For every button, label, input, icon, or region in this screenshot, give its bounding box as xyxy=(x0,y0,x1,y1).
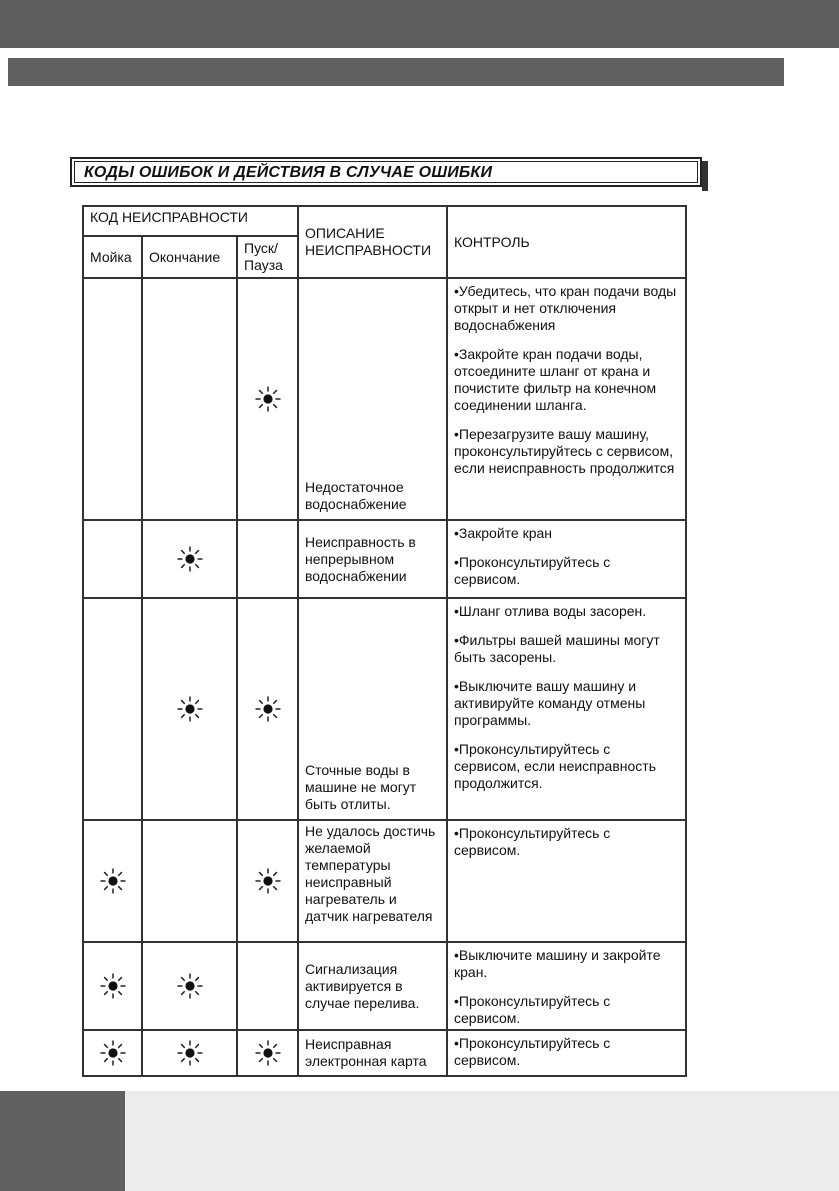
blinking-light-icon xyxy=(176,1039,204,1067)
fault-description: Недостаточное водоснабжение xyxy=(298,278,447,520)
blinking-light-icon xyxy=(176,695,204,723)
indicator-end xyxy=(142,942,237,1030)
header-code-group: КОД НЕИСПРАВНОСТИ xyxy=(83,206,298,236)
indicator-start xyxy=(237,598,298,820)
blinking-light-icon xyxy=(254,1039,282,1067)
blinking-light-icon xyxy=(99,1039,127,1067)
header-end: Окончание xyxy=(142,236,237,278)
control-item: •Шланг отлива воды засорен. xyxy=(454,603,647,619)
indicator-start xyxy=(237,942,298,1030)
control-item: •Проконсультируйтесь с сервисом. xyxy=(454,993,611,1026)
blinking-light-icon xyxy=(254,867,282,895)
indicator-end xyxy=(142,820,237,942)
indicator-wash xyxy=(83,820,142,942)
header-description: ОПИСАНИЕ НЕИСПРАВНОСТИ xyxy=(298,206,447,278)
control-item: •Выключите вашу машину и активируйте команду отмены программы. xyxy=(454,678,646,728)
control-actions xyxy=(447,820,686,942)
fault-description: Сточные воды в машине не могут быть отлиты. xyxy=(298,598,447,820)
section-title: КОДЫ ОШИБОК И ДЕЙСТВИЯ В СЛУЧАЕ ОШИБКИ xyxy=(84,164,493,181)
control-item: •Фильтры вашей машины могут быть засорены. xyxy=(454,632,660,665)
control-actions xyxy=(447,942,686,1030)
indicator-start xyxy=(237,520,298,598)
control-item: •Проконсультируйтесь с сервисом. xyxy=(454,554,611,587)
control-item: •Перезагрузите вашу машину, проконсультируйтесь с сервисом, если неисправность продолжится xyxy=(454,426,675,476)
blinking-light-icon xyxy=(99,867,127,895)
footer-bar xyxy=(125,1091,839,1191)
indicator-wash xyxy=(83,278,142,520)
indicator-end xyxy=(142,278,237,520)
control-item: •Проконсультируйтесь с сервисом. xyxy=(454,825,611,858)
indicator-end xyxy=(142,520,237,598)
blinking-light-icon xyxy=(254,695,282,723)
indicator-end xyxy=(142,598,237,820)
control-actions xyxy=(447,278,686,520)
blinking-light-icon xyxy=(176,545,204,573)
footer-page-tab xyxy=(0,1091,125,1191)
control-item: •Проконсультируйтесь с сервисом, если неисправность продолжится. xyxy=(454,741,656,791)
control-item: •Выключите машину и закройте кран. xyxy=(454,947,661,980)
blinking-light-icon xyxy=(176,972,204,1000)
indicator-wash xyxy=(83,598,142,820)
indicator-end xyxy=(142,1030,237,1076)
control-item: •Проконсультируйтесь с сервисом. xyxy=(454,1035,611,1068)
header-start-pause: Пуск/ Пауза xyxy=(237,236,298,278)
blinking-light-icon xyxy=(99,972,127,1000)
control-item: •Закройте кран подачи воды, отсоедините шланг от крана и почистите фильтр на конечном соединении шланга. xyxy=(454,346,657,413)
fault-description: Сигнализация активируется в случае перелива. xyxy=(298,942,447,1030)
control-actions xyxy=(447,598,686,820)
error-row xyxy=(83,942,686,1030)
control-item: •Убедитесь, что кран подачи воды открыт и нет отключения водоснабжения xyxy=(454,283,677,333)
indicator-wash xyxy=(83,942,142,1030)
indicator-start xyxy=(237,278,298,520)
section-title-box xyxy=(70,157,702,187)
control-actions xyxy=(447,1030,686,1076)
header-bar xyxy=(0,0,839,48)
indicator-start xyxy=(237,1030,298,1076)
error-row xyxy=(83,598,686,820)
blinking-light-icon xyxy=(254,385,282,413)
control-actions xyxy=(447,520,686,598)
error-row xyxy=(83,520,686,598)
control-item: •Закройте кран xyxy=(454,525,553,541)
error-row xyxy=(83,820,686,942)
section-bar xyxy=(8,58,784,86)
error-codes-table xyxy=(82,205,687,1077)
header-wash: Мойка xyxy=(83,236,142,278)
title-shadow xyxy=(702,161,708,191)
error-row xyxy=(83,278,686,520)
error-row xyxy=(83,1030,686,1076)
fault-description: Неисправная электронная карта xyxy=(298,1030,447,1076)
fault-description: Неисправность в непрерывном водоснабжении xyxy=(298,520,447,598)
indicator-wash xyxy=(83,1030,142,1076)
header-row xyxy=(83,206,686,236)
header-control: КОНТРОЛЬ xyxy=(447,206,686,278)
indicator-start xyxy=(237,820,298,942)
indicator-wash xyxy=(83,520,142,598)
fault-description: Не удалось достичь желаемой температуры неисправный нагреватель и датчик нагревателя xyxy=(298,820,447,942)
